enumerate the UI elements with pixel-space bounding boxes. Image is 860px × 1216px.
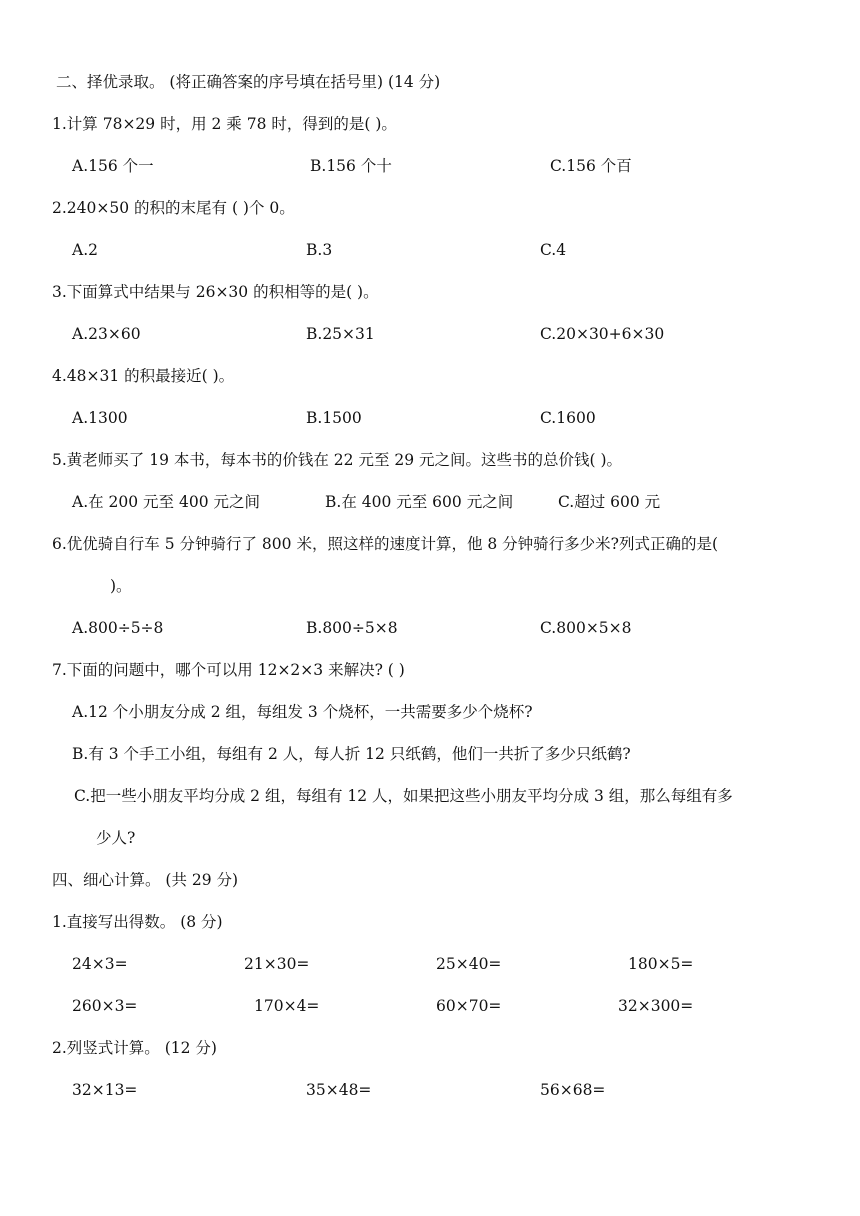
question-1: 1.计算 78×29 时，用 2 乘 78 时，得到的是( )。 — [52, 115, 397, 133]
q7-option-c: C.把一些小朋友平均分成 2 组，每组有 12 人，如果把这些小朋友平均分成 3 组，那么每组有多 — [74, 787, 733, 805]
q2-option-b: B.3 — [306, 241, 333, 259]
part-1-title: 1.直接写出得数。 (8 分) — [52, 913, 223, 931]
q3-option-b: B.25×31 — [306, 325, 375, 343]
q7-option-a: A.12 个小朋友分成 2 组，每组发 3 个烧杯，一共需要多少个烧杯? — [72, 703, 533, 721]
question-4: 4.48×31 的积最接近( )。 — [52, 367, 235, 385]
calc-item: 24×3= — [72, 955, 128, 973]
calc-item: 21×30= — [244, 955, 310, 973]
q7-option-c-continued: 少人? — [96, 829, 136, 847]
question-6-continued: )。 — [110, 577, 132, 595]
question-3: 3.下面算式中结果与 26×30 的积相等的是( )。 — [52, 283, 379, 301]
calc-item: 32×300= — [618, 997, 694, 1015]
question-2: 2.240×50 的积的末尾有 ( )个 0。 — [52, 199, 295, 217]
q5-option-c: C.超过 600 元 — [558, 493, 661, 511]
question-6: 6.优优骑自行车 5 分钟骑行了 800 米，照这样的速度计算，他 8 分钟骑行多少米?列式正确的是( — [52, 535, 719, 553]
q1-option-a: A.156 个一 — [72, 157, 154, 175]
q2-option-c: C.4 — [540, 241, 567, 259]
q6-option-b: B.800÷5×8 — [306, 619, 398, 637]
section-2-title: 二、择优录取。 (将正确答案的序号填在括号里) (14 分) — [56, 73, 441, 91]
vertical-calc-item: 32×13= — [72, 1081, 138, 1099]
q6-option-c: C.800×5×8 — [540, 619, 632, 637]
calc-item: 180×5= — [628, 955, 694, 973]
q7-option-b: B.有 3 个手工小组，每组有 2 人，每人折 12 只纸鹤，他们一共折了多少只纸鹤? — [72, 745, 631, 763]
section-4-title: 四、细心计算。 (共 29 分) — [52, 871, 239, 889]
q1-option-b: B.156 个十 — [310, 157, 392, 175]
part-2-title: 2.列竖式计算。 (12 分) — [52, 1039, 217, 1057]
q1-option-c: C.156 个百 — [550, 157, 632, 175]
calc-item: 60×70= — [436, 997, 502, 1015]
calc-item: 25×40= — [436, 955, 502, 973]
q3-option-a: A.23×60 — [72, 325, 141, 343]
question-7: 7.下面的问题中，哪个可以用 12×2×3 来解决? ( ) — [52, 661, 405, 679]
q5-option-a: A.在 200 元至 400 元之间 — [72, 493, 260, 511]
q3-option-c: C.20×30+6×30 — [540, 325, 665, 343]
q2-option-a: A.2 — [72, 241, 98, 259]
question-5: 5.黄老师买了 19 本书，每本书的价钱在 22 元至 29 元之间。这些书的总价钱( )。 — [52, 451, 623, 469]
vertical-calc-item: 35×48= — [306, 1081, 372, 1099]
q6-option-a: A.800÷5÷8 — [72, 619, 164, 637]
q4-option-c: C.1600 — [540, 409, 596, 427]
q4-option-a: A.1300 — [72, 409, 128, 427]
calc-item: 170×4= — [254, 997, 320, 1015]
calc-item: 260×3= — [72, 997, 138, 1015]
q4-option-b: B.1500 — [306, 409, 362, 427]
vertical-calc-item: 56×68= — [540, 1081, 606, 1099]
q5-option-b: B.在 400 元至 600 元之间 — [325, 493, 514, 511]
